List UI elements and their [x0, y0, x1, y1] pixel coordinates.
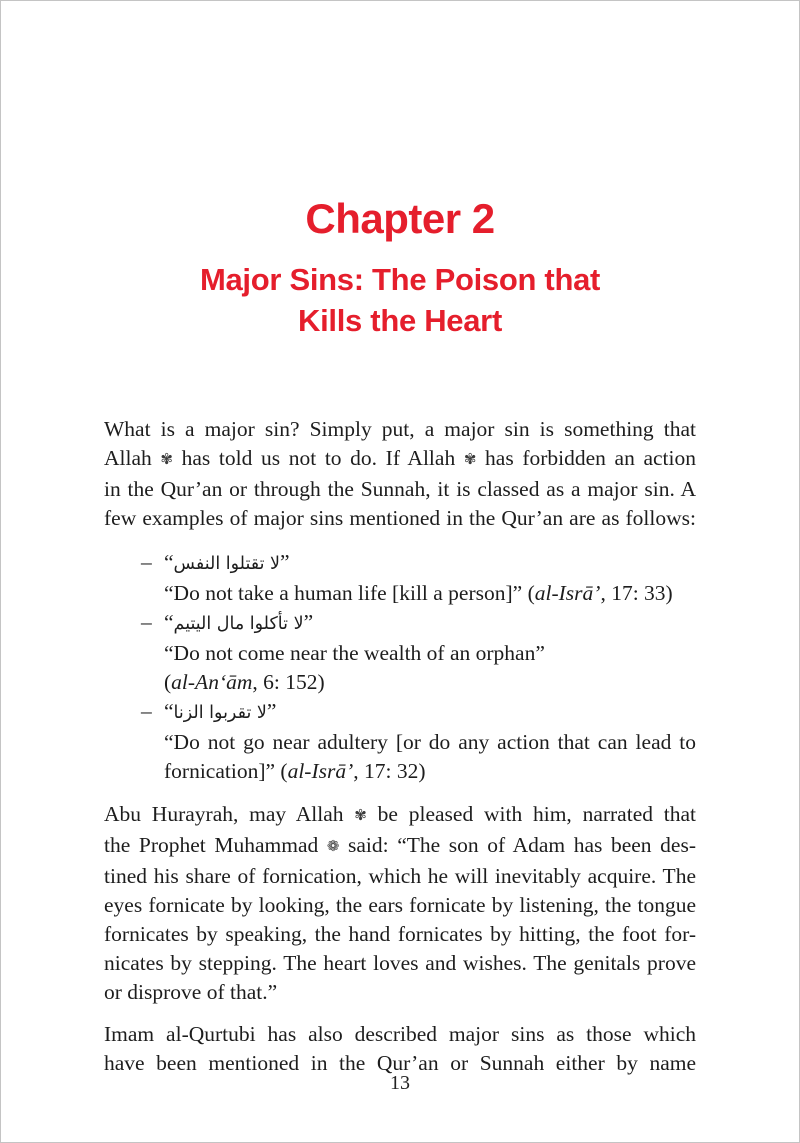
jalla-jalaluhu-symbol: ✾ — [463, 450, 477, 468]
chapter-title-line-1: Major Sins: The Poison that — [199, 262, 601, 297]
quotation-list — [104, 548, 696, 786]
arabic-quote-text: لا تقربوا الزنا — [173, 703, 267, 723]
page-content — [104, 415, 696, 1078]
page-number: 13 — [390, 1072, 410, 1094]
english-translation-line: “Do not take a human life [kill a person]” (al-Isrā’, 17: 33) — [164, 581, 673, 605]
chapter-label: Chapter 2 — [305, 195, 495, 242]
paragraph-line: tined his share of fornication, which he will inevitably acquire. The — [104, 864, 696, 888]
quotation-list-item — [141, 548, 696, 608]
english-translation-line: fornication]” (al-Isrā’, 17: 32) — [164, 759, 426, 783]
paragraph-line: nicates by stepping. The heart loves and wishes. The genitals prove — [104, 951, 696, 975]
paragraph-line: or disprove of that.” — [104, 980, 278, 1004]
surah-reference: al-An‘ām — [171, 670, 253, 694]
paragraph — [104, 1020, 696, 1078]
paragraph-line: fornicates by speaking, the hand fornicates by hitting, the foot for- — [104, 922, 696, 946]
paragraph-line: What is a major sin? Simply put, a major sin is something that — [104, 417, 696, 441]
paragraph-line: have been mentioned in the Qur’an or Sunnah either by name — [104, 1051, 696, 1075]
quotation-list-item — [141, 697, 696, 786]
english-translation-line: “Do not go near adultery [or do any action that can lead to — [164, 730, 696, 754]
paragraph-line: in the Qur’an or through the Sunnah, it is classed as a major sin. A — [104, 477, 696, 501]
arabic-quote-line: “لا تقربوا الزنا” — [164, 699, 277, 723]
jalla-jalaluhu-symbol: ✾ — [160, 450, 173, 468]
paragraph — [104, 800, 696, 1007]
arabic-quote-line: “لا تأكلوا مال اليتيم” — [164, 610, 314, 634]
dash-marker: – — [141, 550, 152, 574]
paragraph-line: Imam al-Qurtubi has also described major sins as those which — [104, 1022, 696, 1046]
jalla-jalaluhu-symbol: ✾ — [354, 806, 367, 824]
chapter-title-line-2: Kills the Heart — [298, 303, 502, 338]
dash-marker: – — [141, 610, 152, 634]
paragraph-line: Allah ✾ has told us not to do. If Allah ✾ has forbidden an action — [104, 444, 696, 475]
pbuh-symbol: ❁ — [326, 837, 340, 855]
paragraph — [104, 415, 696, 533]
surah-reference: al-Isrā’ — [534, 581, 601, 605]
surah-reference: al-Isrā’ — [287, 759, 354, 783]
paragraph-line: eyes fornicate by looking, the ears fornicate by listening, the tongue — [104, 893, 696, 917]
arabic-quote-line: “لا تقتلوا النفس” — [164, 550, 290, 574]
english-translation-line: “Do not come near the wealth of an orphan” — [164, 641, 545, 665]
arabic-quote-text: لا تأكلوا مال اليتيم — [173, 614, 304, 634]
chapter-title — [1, 259, 799, 341]
dash-marker: – — [141, 699, 152, 723]
english-translation-line: (al-An‘ām, 6: 152) — [164, 670, 325, 694]
chapter-heading-block — [1, 195, 799, 341]
quotation-list-item — [141, 608, 696, 697]
paragraph-line: few examples of major sins mentioned in the Qur’an are as follows: — [104, 506, 696, 530]
arabic-quote-text: لا تقتلوا النفس — [173, 554, 280, 574]
paragraph-line: the Prophet Muhammad ❁ said: “The son of Adam has been des- — [104, 831, 696, 862]
paragraph-line: Abu Hurayrah, may Allah ✾ be pleased with him, narrated that — [104, 800, 696, 831]
